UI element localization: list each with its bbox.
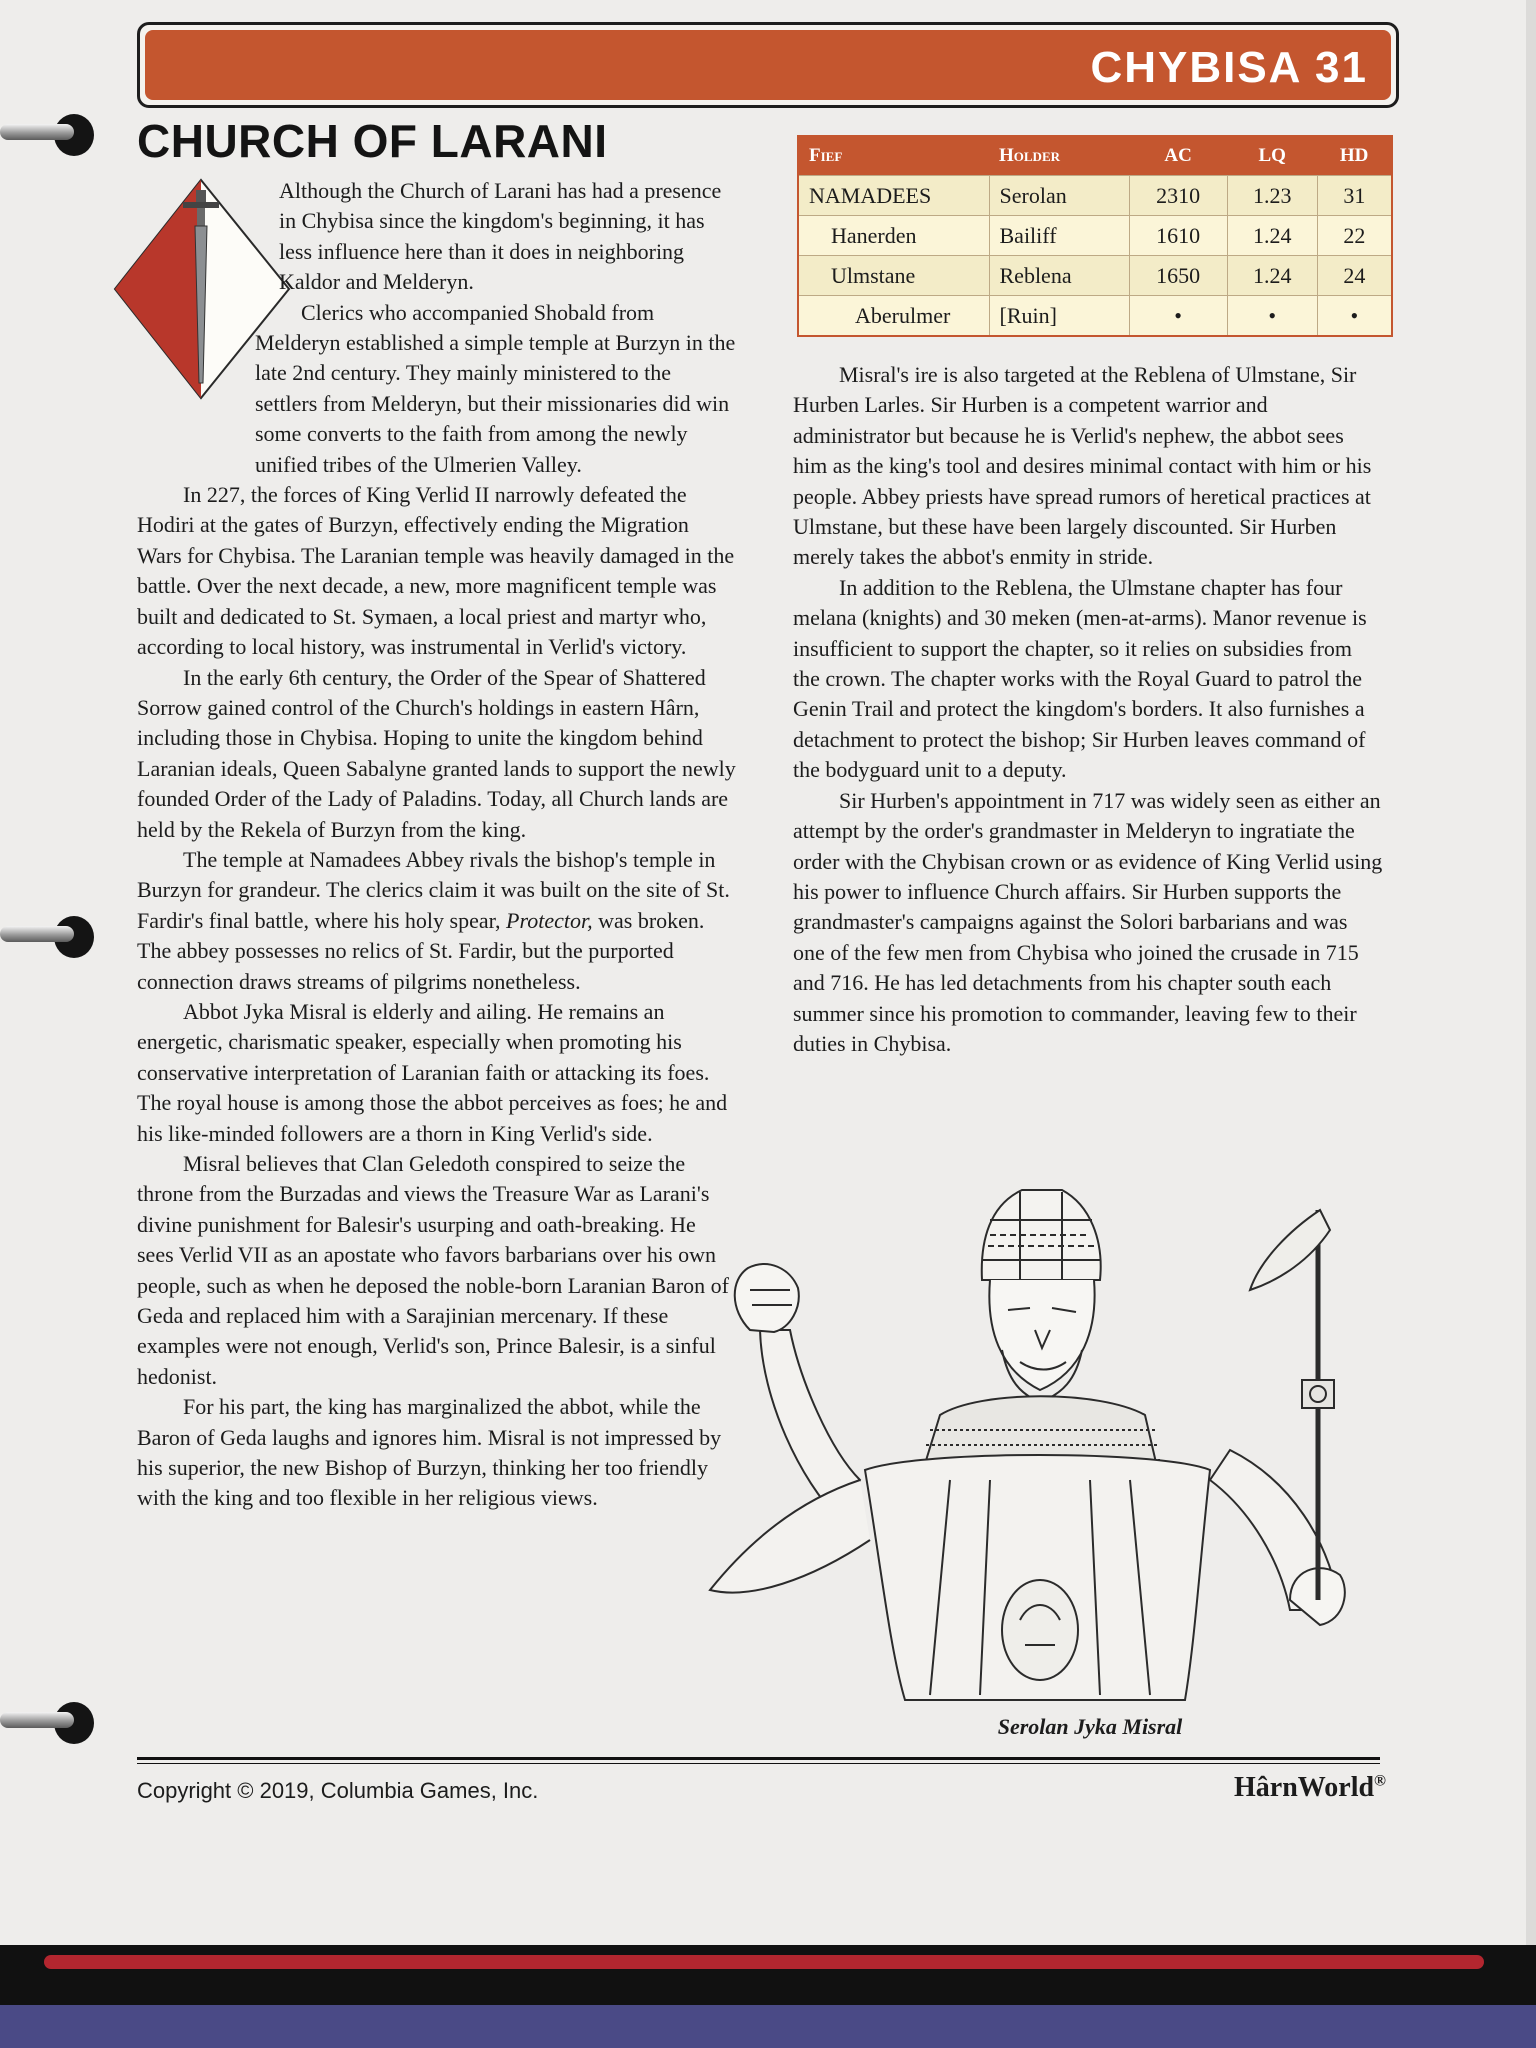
page-title: CHYBISA 31	[1090, 43, 1368, 92]
table-cell: Ulmstane	[798, 256, 989, 296]
paragraph: In addition to the Reblena, the Ulmstane chapter has four melana (knights) and 30 meken (men-at-arms). Manor revenue is insufficient to support the chapter, so it relies on subsidies from the crown. The chapter works with the Royal Guard to patrol the Genin Trail and protect the kingdom's borders. It also furnishes a detachment to protect the bishop; Sir Hurben leaves command of the bodyguard unit to a deputy.	[793, 574, 1367, 783]
paragraph: For his part, the king has marginalized the abbot, while the Baron of Geda laughs and ignores him. Misral is not impressed by his superior, the new Bishop of Burzyn, thinking her too friendly with the king and too flexible in her religious views.	[137, 1394, 722, 1511]
table-cell: 22	[1317, 216, 1392, 256]
binder-edge	[0, 2005, 1536, 2048]
table-cell: Hanerden	[798, 216, 989, 256]
column-header: HD	[1317, 136, 1392, 176]
binder-stripe	[44, 1955, 1484, 1969]
footer-rule	[137, 1757, 1380, 1760]
page-header-bar	[137, 22, 1399, 108]
table-row	[798, 296, 1392, 337]
footer-rule	[137, 1763, 1380, 1764]
paragraph: In 227, the forces of King Verlid II narrowly defeated the Hodiri at the gates of Burzyn, effectively ending the Migration Wars for Chybisa. The Laranian temple was heavily damaged in the battle. Over the next decade, a new, more magnificent temple was built and dedicated to St. Symaen, a local priest and martyr who, according to local history, was instrumental in Verlid's victory.	[137, 482, 735, 660]
table-cell: Bailiff	[989, 216, 1129, 256]
binder-ring	[0, 912, 96, 962]
binder-ring	[0, 110, 96, 160]
table-cell: 1.24	[1227, 216, 1317, 256]
table-cell: 24	[1317, 256, 1392, 296]
table-cell: Aberulmer	[798, 296, 989, 337]
table-cell: Serolan	[989, 176, 1129, 216]
table-cell: 31	[1317, 176, 1392, 216]
table-cell: 1610	[1129, 216, 1227, 256]
abbot-illustration	[690, 1180, 1380, 1710]
fief-table	[797, 135, 1393, 337]
table-cell: Reblena	[989, 256, 1129, 296]
table-cell: •	[1317, 296, 1392, 337]
column-header: LQ	[1227, 136, 1317, 176]
paragraph: Misral believes that Clan Geledoth conspired to seize the throne from the Burzadas and views the Treasure War as Larani's divine punishment for Balesir's usurping and oath-breaking. He sees Verlid VII as an apostate who favors barbarians over his own people, such as when he deposed the noble-born Laranian Baron of Geda and replaced him with a Sarajinian mercenary. If these examples were not enough, Verlid's son, Prince Balesir, is a sinful hedonist.	[137, 1151, 729, 1389]
table-row	[798, 216, 1392, 256]
illustration-caption: Serolan Jyka Misral	[997, 1714, 1183, 1739]
table-cell: 2310	[1129, 176, 1227, 216]
paragraph: The temple at Namadees Abbey rivals the bishop's temple in Burzyn for grandeur. The clerics claim it was built on the site of St. Fardir's final battle, where his holy spear, Protector, was broken. The abbey possesses no relics of St. Fardir, but the purported connection draws streams of pilgrims nonetheless.	[137, 846, 730, 994]
table-row	[798, 256, 1392, 296]
paragraph: In the early 6th century, the Order of the Spear of Shattered Sorrow gained control of the Church's holdings in eastern Hârn, including those in Chybisa. Hoping to unite the kingdom behind Laranian ideals, Queen Sabalyne granted lands to support the newly founded Order of the Lady of Paladins. Today, all Church lands are held by the Rekela of Burzyn from the king.	[137, 664, 736, 842]
column-header: AC	[1129, 136, 1227, 176]
table-cell: NAMADEES	[798, 176, 989, 216]
table-cell: •	[1227, 296, 1317, 337]
left-column	[137, 176, 737, 1514]
paragraph: Clerics who accompanied Shobald from Melderyn established a simple temple at Burzyn in the late 2nd century. They mainly ministered to the settlers from Melderyn, but their missionaries did win some converts to the faith from among the newly unified tribes of the Ulmerien Valley.	[255, 299, 736, 477]
table-cell: •	[1129, 296, 1227, 337]
paragraph: Misral's ire is also targeted at the Reblena of Ulmstane, Sir Hurben Larles. Sir Hurben is a competent warrior and administrator but because he is Verlid's nephew, the abbot sees him as the king's tool and desires minimal contact with him or his people. Abbey priests have spread rumors of heretical practices at Ulmstane, but these have been largely discounted. Sir Hurben merely takes the abbot's enmity in stride.	[793, 362, 1372, 570]
binder-ring	[0, 1698, 96, 1748]
table-cell: [Ruin]	[989, 296, 1129, 337]
column-header: Fief	[798, 136, 989, 176]
page-edge	[1526, 0, 1536, 1945]
table-header-row	[798, 136, 1392, 176]
right-column	[793, 360, 1383, 1059]
paragraph: Abbot Jyka Misral is elderly and ailing. He remains an energetic, charismatic speaker, especially when promoting his conservative interpretation of Laranian faith or attacking its foes. The royal house is among those the abbot perceives as foes; he and his like-minded followers are a thorn in King Verlid's side.	[137, 998, 728, 1146]
table-cell: 1.24	[1227, 256, 1317, 296]
paragraph: Although the Church of Larani has had a presence in Chybisa since the kingdom's beginning, it has less influence here than it does in neighboring Kaldor and Melderyn.	[279, 178, 722, 295]
brand-logo: HârnWorld®	[1234, 1772, 1386, 1803]
table-cell: 1650	[1129, 256, 1227, 296]
section-title: CHURCH OF LARANI	[137, 115, 608, 167]
table-row	[798, 176, 1392, 216]
table-cell: 1.23	[1227, 176, 1317, 216]
paragraph: Sir Hurben's appointment in 717 was widely seen as either an attempt by the order's grandmaster in Melderyn to ingratiate the order with the Chybisan crown or as evidence of King Verlid using his power to influence Church affairs. Sir Hurben supports the grandmaster's campaigns against the Solori barbarians and was one of the few men from Chybisa who joined the crusade in 715 and 716. He has led detachments from his chapter south each summer since his promotion to commander, leaving few to their duties in Chybisa.	[793, 787, 1383, 1056]
copyright-text: Copyright © 2019, Columbia Games, Inc.	[137, 1778, 539, 1803]
column-header: Holder	[989, 136, 1129, 176]
spear-name: Protector,	[506, 907, 593, 933]
